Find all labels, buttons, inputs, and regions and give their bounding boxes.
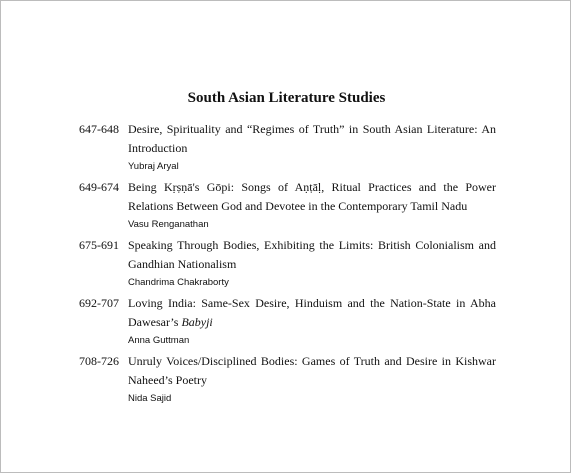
article-title-line: Relations Between God and Devotee in the Contemporary Tamil Nadu: [128, 199, 468, 213]
toc-entry: [79, 236, 496, 292]
article-title-line: [128, 313, 496, 332]
article-title-line: Unruly Voices/Disciplined Bodies: Games of Truth and Desire in Kishwar: [128, 354, 496, 368]
page-range: 647-648: [79, 122, 119, 136]
article-title[interactable]: [128, 120, 496, 158]
article-author: Vasu Renganathan: [128, 219, 209, 230]
toc-entry: [79, 352, 496, 408]
article-title-line: Gandhian Nationalism: [128, 257, 237, 271]
toc-entry: [79, 294, 496, 350]
article-title-line: Speaking Through Bodies, Exhibiting the Limits: British Colonialism and: [128, 238, 496, 252]
article-author: Yubraj Aryal: [128, 161, 179, 172]
article-title-line: Naheed’s Poetry: [128, 373, 207, 387]
toc-entry: [79, 120, 496, 176]
toc-entry: [79, 178, 496, 234]
table-of-contents: [79, 120, 496, 410]
page-range: 649-674: [79, 180, 119, 194]
page-range: 708-726: [79, 354, 119, 368]
page-range: 692-707: [79, 296, 119, 310]
article-title[interactable]: [128, 294, 496, 332]
article-title-line: Being Kṛṣṇā's Gōpi: Songs of Aṇṭāḷ, Ritual Practices and the Power: [128, 180, 496, 194]
page-title: South Asian Literature Studies: [187, 90, 386, 106]
book-title: Babyji: [181, 315, 213, 329]
article-title-line: Loving India: Same-Sex Desire, Hinduism and the Nation-State in Abha: [128, 296, 496, 310]
page-range: 675-691: [79, 238, 119, 252]
article-title-line: Desire, Spirituality and “Regimes of Truth” in South Asian Literature: An: [128, 122, 496, 136]
article-title-text: Dawesar’s: [128, 315, 182, 329]
article-author: Anna Guttman: [128, 335, 190, 346]
article-title[interactable]: [128, 352, 496, 390]
article-author: Nida Sajid: [128, 393, 172, 404]
article-title-line: Introduction: [128, 141, 188, 155]
article-title[interactable]: [128, 236, 496, 274]
article-title[interactable]: [128, 178, 496, 216]
article-author: Chandrima Chakraborty: [128, 277, 229, 288]
